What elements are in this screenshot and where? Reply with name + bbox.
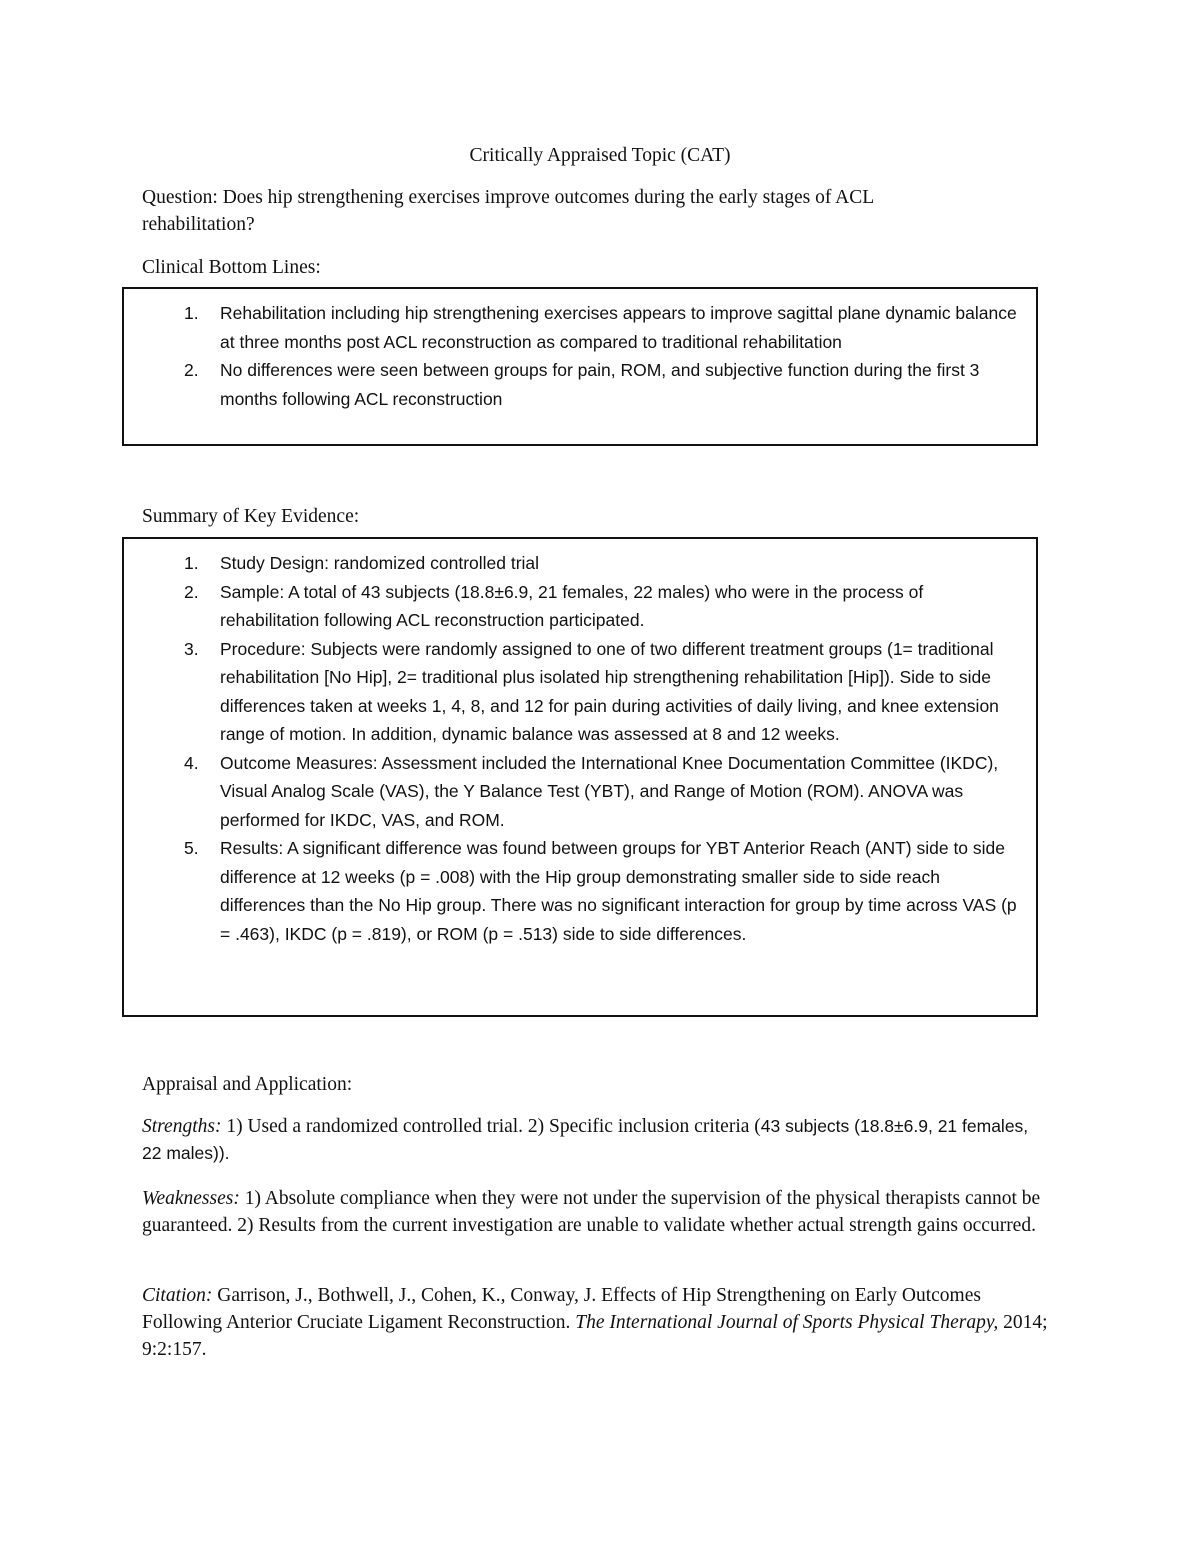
question-text: Question: Does hip strengthening exercises improve outcomes during the early stages of ACL rehabilitation? bbox=[142, 187, 874, 235]
list-item-number: 2. bbox=[184, 360, 199, 380]
strengths-sample-text: 43 subjects (18.8±6.9, 21 females, 22 males)). bbox=[142, 1116, 1029, 1163]
list-item bbox=[184, 356, 1026, 413]
strengths-label: Strengths: bbox=[142, 1116, 222, 1137]
citation-label: Citation: bbox=[142, 1285, 213, 1306]
clinical-bottom-lines-box bbox=[122, 287, 1038, 446]
list-item-number: 3. bbox=[184, 638, 199, 659]
list-item-number: 2. bbox=[184, 581, 199, 602]
list-item-text: Sample: A total of 43 subjects (18.8±6.9, 21 females, 22 males) who were in the process of rehabilitation following ACL reconstruction participated. bbox=[220, 581, 924, 630]
weaknesses-text: 1) Absolute compliance when they were not under the supervision of the physical therapists cannot be guaranteed. 2) Results from the current investigation are unable to validate whether actual strength gains occurred. bbox=[142, 1188, 1041, 1236]
list-item-text: Results: A significant difference was found between groups for YBT Anterior Reach (ANT) side to side difference at 12 weeks (p = .008) with the Hip group demonstrating smaller side to side reach differences than the No Hip group. There was no significant interaction for group by time across VAS (p = .463), IKDC (p = .819), or ROM (p = .513) side to side differences. bbox=[220, 838, 1017, 944]
list-item-number: 1. bbox=[184, 553, 199, 573]
weaknesses-label: Weaknesses: bbox=[142, 1188, 240, 1209]
strengths-text: 1) Used a randomized controlled trial. 2) Specific inclusion criteria ( bbox=[221, 1116, 761, 1137]
strengths-paragraph bbox=[142, 1113, 1052, 1167]
citation-journal: The International Journal of Sports Physical Therapy, bbox=[575, 1312, 999, 1333]
list-item-text: Study Design: randomized controlled trial bbox=[220, 553, 540, 573]
list-item-text: Procedure: Subjects were randomly assigned to one of two different treatment groups (1= traditional rehabilitation [No Hip], 2= traditional plus isolated hip strengthening rehabilitation [Hip]). Side to side differences taken at weeks 1, 4, 8, and 12 for pain during activities of daily living, and knee extension range of motion. In addition, dynamic balance was assessed at 8 and 12 weeks. bbox=[220, 638, 999, 744]
list-item-text: Outcome Measures: Assessment included the International Knee Documentation Committee (IKDC), Visual Analog Scale (VAS), the Y Balance Test (YBT), and Range of Motion (ROM). ANOVA was performed for IKDC, VAS, and ROM. bbox=[220, 752, 999, 830]
list-item-number: 5. bbox=[184, 838, 199, 858]
list-item bbox=[184, 834, 1026, 948]
list-item-number: 4. bbox=[184, 752, 199, 773]
document-title: Critically Appraised Topic (CAT) bbox=[469, 145, 731, 166]
list-item bbox=[184, 749, 1026, 835]
list-item bbox=[184, 549, 1026, 578]
appraisal-heading: Appraisal and Application: bbox=[142, 1074, 353, 1095]
list-item bbox=[184, 299, 1026, 356]
clinical-bottom-lines-list bbox=[184, 299, 1026, 413]
clinical-bottom-lines-heading: Clinical Bottom Lines: bbox=[142, 257, 321, 278]
list-item-text: No differences were seen between groups for pain, ROM, and subjective function during the first 3 months following ACL reconstruction bbox=[220, 360, 980, 409]
citation-paragraph bbox=[142, 1282, 1052, 1363]
list-item-text: Rehabilitation including hip strengthening exercises appears to improve sagittal plane dynamic balance at three months post ACL reconstruction as compared to traditional rehabilitation bbox=[220, 303, 1017, 352]
summary-heading: Summary of Key Evidence: bbox=[142, 506, 360, 527]
list-item bbox=[184, 578, 1026, 635]
key-evidence-box bbox=[122, 537, 1038, 1017]
weaknesses-paragraph bbox=[142, 1185, 1052, 1239]
citation-text: Garrison, J., Bothwell, J., Cohen, K., Conway, J. Effects of Hip Strengthening on Early Outcomes Following Anterior Cruciate Ligament Reconstruction. bbox=[142, 1285, 981, 1333]
list-item bbox=[184, 635, 1026, 749]
key-evidence-list bbox=[184, 549, 1026, 948]
list-item-number: 1. bbox=[184, 303, 199, 323]
citation-tail: 2014; 9:2:157. bbox=[142, 1312, 1048, 1360]
